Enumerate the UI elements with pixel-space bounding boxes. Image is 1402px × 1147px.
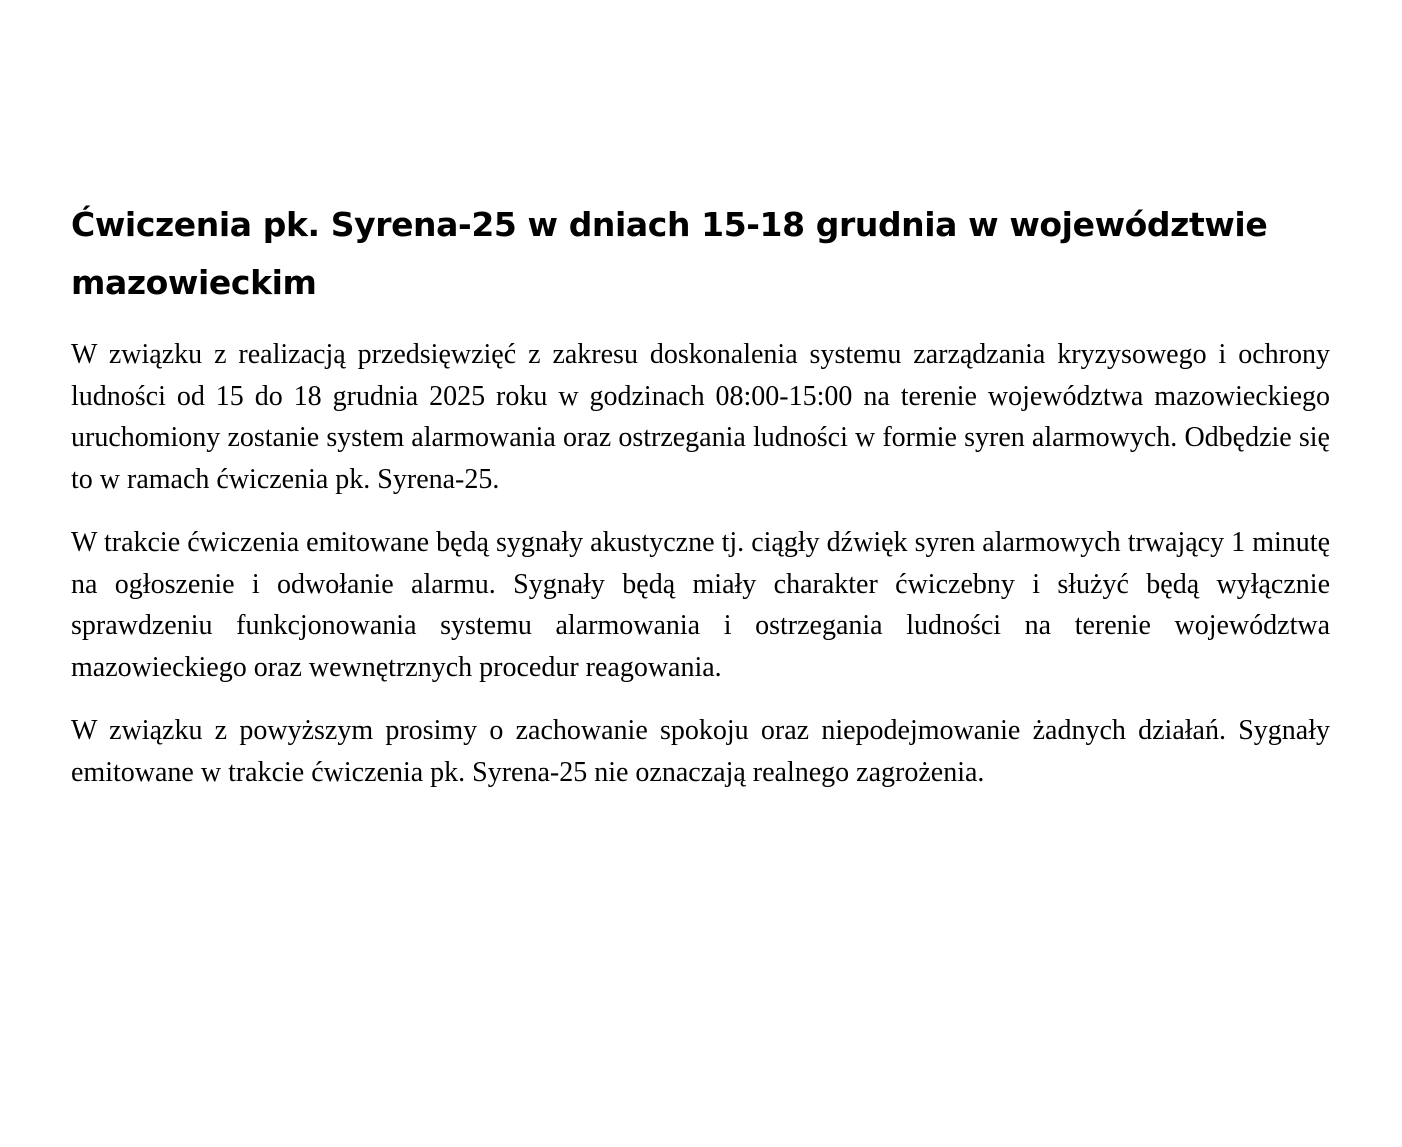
document-content xyxy=(71,196,1330,815)
paragraph-3: W związku z powyższym prosimy o zachowanie spokoju oraz niepodejmowanie żadnych działań. Sygnały emitowane w trakcie ćwiczenia pk. Syrena-25 nie oznaczają realnego zagrożenia. xyxy=(71,715,1330,788)
document-title: Ćwiczenia pk. Syrena-25 w dniach 15-18 grudnia w województwie mazowieckim xyxy=(71,205,1268,302)
paragraph-2: W trakcie ćwiczenia emitowane będą sygnały akustyczne tj. ciągły dźwięk syren alarmowych trwający 1 minutę na ogłoszenie i odwołanie alarmu. Sygnały będą miały charakter ćwiczebny i służyć będą wyłącznie sprawdzeniu funkcjonowania systemu alarmowania i ostrzegania ludności na terenie województwa mazowieckiego oraz wewnętrznych procedur reagowania. xyxy=(71,527,1330,683)
paragraph-1: W związku z realizacją przedsięwzięć z zakresu doskonalenia systemu zarządzania kryzysowego i ochrony ludności od 15 do 18 grudnia 2025 roku w godzinach 08:00-15:00 na terenie województwa mazowieckiego uruchomiony zostanie system alarmowania oraz ostrzegania ludności w formie syren alarmowych. Odbędzie się to w ramach ćwiczenia pk. Syrena-25. xyxy=(71,339,1330,495)
